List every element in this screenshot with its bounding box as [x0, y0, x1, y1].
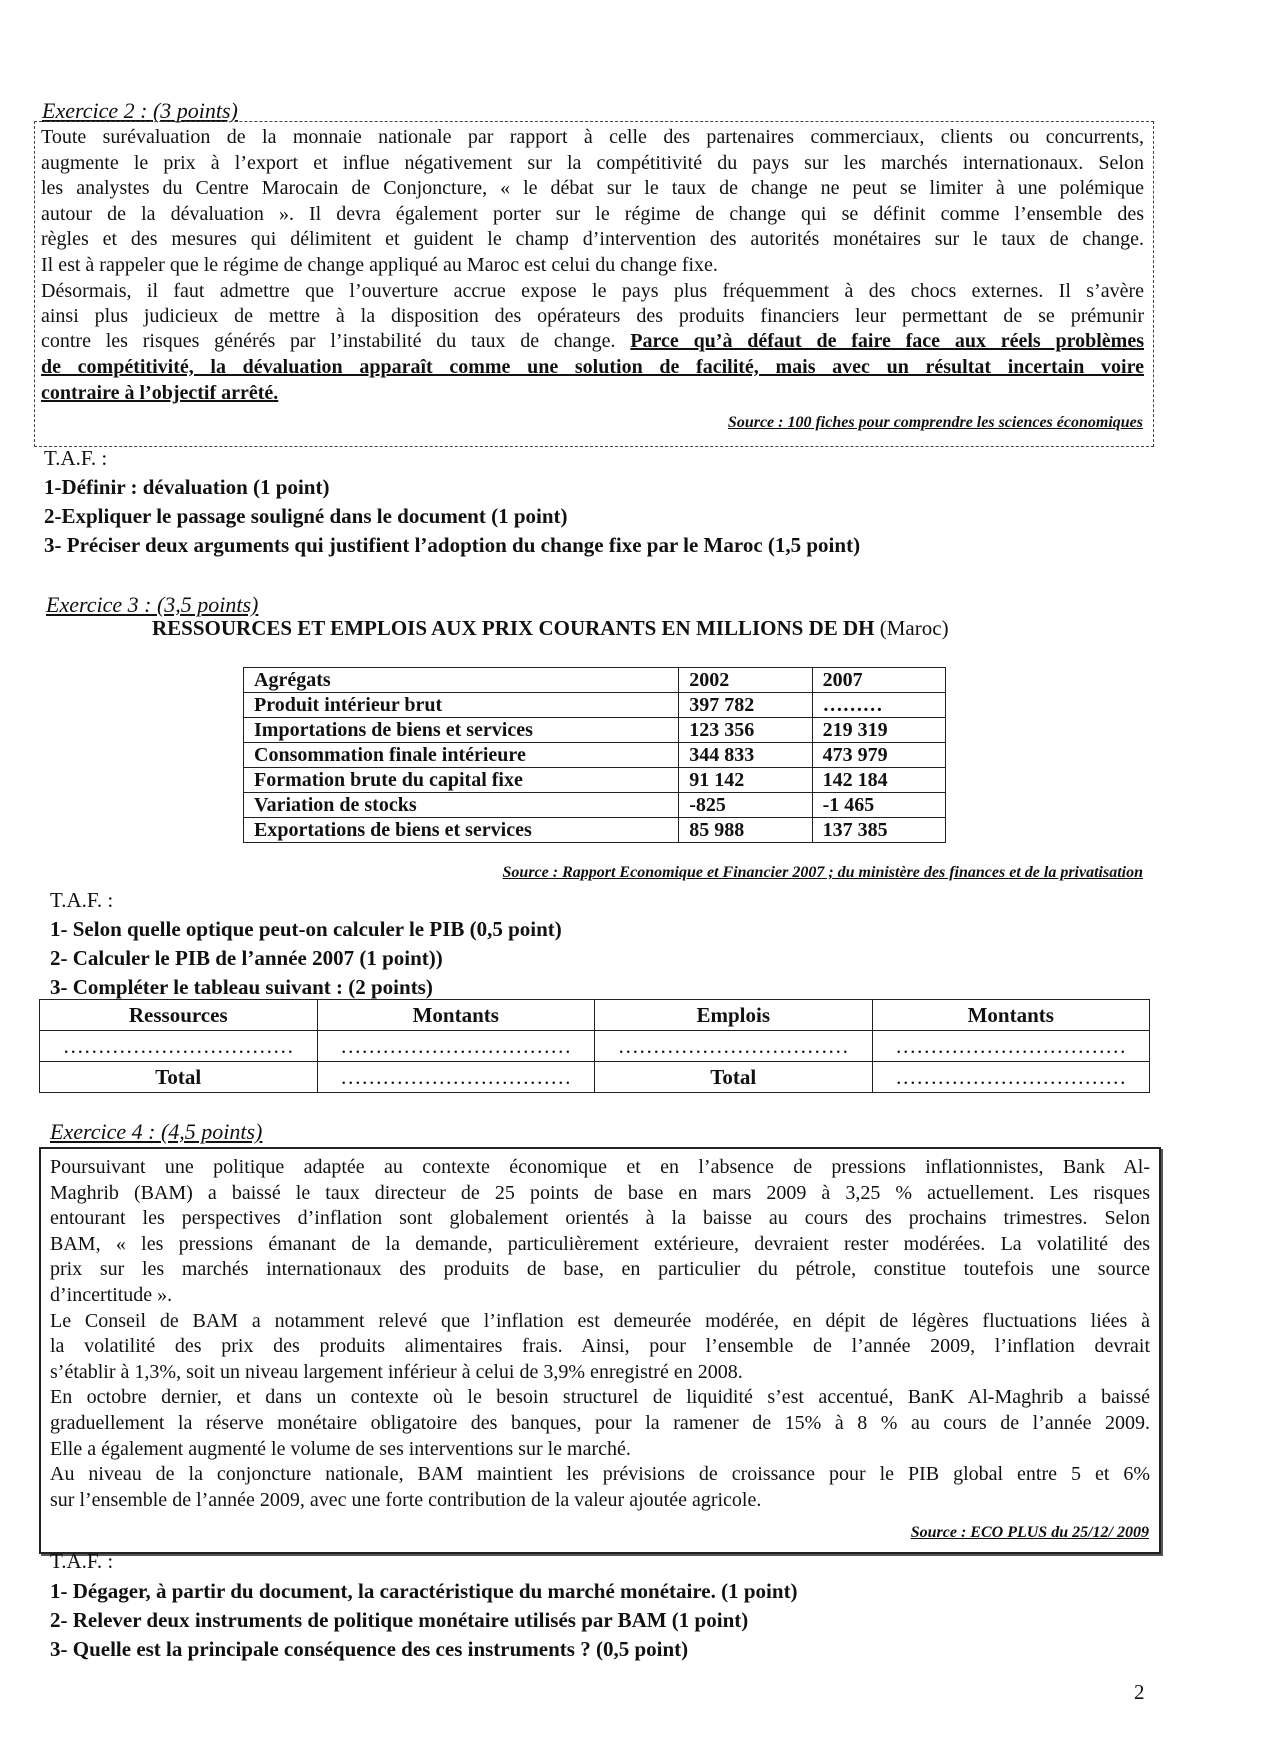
column-header: 2002	[679, 668, 812, 693]
question-item: 3- Compléter le tableau suivant : (2 points)	[50, 975, 433, 999]
text-line: BAM, « les pressions émanant de la demande, particulièrement extérieure, devraient rester modérées. La volatilité des	[50, 1232, 1150, 1255]
text-line: Poursuivant une politique adaptée au contexte économique et en l’absence de pressions inflationnistes, Bank Al-	[50, 1156, 1150, 1178]
table-cell: Importations de biens et services	[244, 718, 679, 743]
text-line: Le Conseil de BAM a notamment relevé que l’inflation est demeurée modérée, en dépit de légères fluctuations liées à	[50, 1309, 1150, 1332]
text-line	[41, 329, 1144, 355]
text-line: autour de la dévaluation ». Il devra également porter sur le régime de change qui se définit comme l’ensemble des	[41, 202, 1144, 225]
blank-cell: ……………………………	[595, 1031, 873, 1062]
text-line: entourant les perspectives d’inflation sont globalement orientés à la baisse au cours des prochains trimestres. Selon	[50, 1207, 1150, 1230]
text-line: augmente le prix à l’export et influe négativement sur la compétitivité du pays sur les marchés internationaux. Selon	[41, 151, 1144, 174]
table-row	[40, 1031, 1150, 1062]
question-item: 3- Préciser deux arguments qui justifient l’adoption du change fixe par le Maroc (1,5 point)	[44, 533, 861, 557]
text-line: Elle a également augmenté le volume de ses interventions sur le marché.	[50, 1437, 631, 1460]
underlined-passage: Parce qu’à défaut de faire face aux réels problèmes	[630, 330, 1144, 352]
table-row	[244, 768, 946, 793]
blank-cell: ……………………………	[872, 1062, 1150, 1093]
text-line: règles et des mesures qui délimitent et guident le champ d’intervention des autorités monétaires sur le taux de change.	[41, 228, 1144, 251]
table-heading	[152, 616, 949, 641]
heading-text: RESSOURCES ET EMPLOIS AUX PRIX COURANTS EN MILLIONS DE DH	[152, 616, 875, 640]
text-line: En octobre dernier, et dans un contexte où le besoin structurel de liquidité s’est accentué, BanK Al-Maghrib a baissé	[50, 1386, 1150, 1409]
table-cell: Variation de stocks	[244, 793, 679, 818]
page-number: 2	[1134, 1680, 1145, 1704]
column-header: Montants	[872, 1000, 1150, 1031]
text-line: Maghrib (BAM) a baissé le taux directeur de 25 points de base en mars 2009 à 3,25 % actuellement. Les risques	[50, 1181, 1150, 1204]
underlined-passage: de compétitivité, la dévaluation apparaît comme une solution de facilité, mais avec un résultat incertain voire	[41, 356, 1144, 378]
total-label: Total	[595, 1062, 873, 1093]
column-header: Agrégats	[244, 668, 679, 693]
text-plain: contre les risques générés par l’instabilité du taux de change.	[41, 330, 631, 352]
exercise-3-questions	[50, 915, 562, 1002]
text-line: prix sur les marchés internationaux des produits de base, en particulier du pétrole, constitue toutefois une source	[50, 1258, 1150, 1281]
text-line: Désormais, il faut admettre que l’ouverture accrue expose le pays plus fréquemment à des chocs externes. Il s’avère	[41, 279, 1144, 302]
table-cell: Exportations de biens et services	[244, 818, 679, 843]
table-header-row	[244, 668, 946, 693]
resources-uses-table	[39, 999, 1150, 1093]
underlined-passage: contraire à l’objectif arrêté.	[41, 382, 279, 404]
table-cell: 91 142	[679, 768, 812, 793]
blank-cell: ……………………………	[317, 1031, 595, 1062]
blank-cell: ……………………………	[872, 1031, 1150, 1062]
text-line: les analystes du Centre Marocain de Conjoncture, « le débat sur le taux de change ne peut se limiter à une polémique	[41, 177, 1144, 200]
table-cell: -825	[679, 793, 812, 818]
text-line: Il est à rappeler que le régime de change appliqué au Maroc est celui du change fixe.	[41, 253, 718, 276]
table-cell: 85 988	[679, 818, 812, 843]
table-row	[244, 743, 946, 768]
table-cell: Formation brute du capital fixe	[244, 768, 679, 793]
table-cell: Produit intérieur brut	[244, 693, 679, 718]
question-item: 3- Quelle est la principale conséquence des ces instruments ? (0,5 point)	[50, 1637, 689, 1661]
table-cell: -1 465	[812, 793, 945, 818]
table-cell: 142 184	[812, 768, 945, 793]
table-cell: Consommation finale intérieure	[244, 743, 679, 768]
exercise-4-text	[50, 1155, 1150, 1513]
table-cell: 397 782	[679, 693, 812, 718]
text-line: Au niveau de la conjoncture nationale, BAM maintient les prévisions de croissance pour le PIB global entre 5 et 6%	[50, 1463, 1150, 1486]
question-item: 1- Dégager, à partir du document, la caractéristique du marché monétaire. (1 point)	[50, 1579, 798, 1603]
text-line: sur l’ensemble de l’année 2009, avec une forte contribution de la valeur ajoutée agricole.	[50, 1488, 762, 1511]
table-row	[244, 793, 946, 818]
taf-label: T.A.F. :	[50, 888, 114, 912]
source-citation: Source : ECO PLUS du 25/12/ 2009	[910, 1524, 1149, 1541]
table-row	[244, 818, 946, 843]
total-label: Total	[40, 1062, 318, 1093]
heading-suffix: (Maroc)	[879, 616, 949, 640]
column-header: 2007	[812, 668, 945, 693]
question-item: 1- Selon quelle optique peut-on calculer le PIB (0,5 point)	[50, 917, 562, 941]
taf-label: T.A.F. :	[50, 1549, 114, 1573]
column-header: Emplois	[595, 1000, 873, 1031]
text-line: ainsi plus judicieux de mettre à la disposition des opérateurs des produits financiers leur permettant de se prémunir	[41, 305, 1144, 328]
taf-label: T.A.F. :	[44, 446, 108, 470]
text-line: la volatilité des prix des produits alimentaires frais. Ainsi, pour l’ensemble de l’année 2009, l’inflation devrait	[50, 1335, 1150, 1358]
exercise-2-title: Exercice 2 : (3 points)	[42, 98, 238, 123]
column-header: Ressources	[40, 1000, 318, 1031]
question-item: 2-Expliquer le passage souligné dans le document (1 point)	[44, 504, 568, 528]
table-cell: 123 356	[679, 718, 812, 743]
table-cell: 137 385	[812, 818, 945, 843]
text-line: graduellement la réserve monétaire obligatoire des banques, pour la ramener de 15% à 8 % au cours de l’année 2009.	[50, 1411, 1150, 1434]
text-line: Toute surévaluation de la monnaie nationale par rapport à celle des partenaires commerciaux, clients ou concurrents,	[41, 126, 1144, 148]
exercise-4-title: Exercice 4 : (4,5 points)	[50, 1119, 263, 1144]
table-cell: ………	[812, 693, 945, 718]
question-item: 1-Définir : dévaluation (1 point)	[44, 475, 330, 499]
text-line: s’établir à 1,3%, soit un niveau largement inférieur à celui de 3,9% enregistré en 2008.	[50, 1360, 743, 1383]
text-line: d’incertitude ».	[50, 1283, 173, 1306]
source-citation: Source : 100 fiches pour comprendre les sciences économiques	[727, 414, 1143, 431]
total-row	[40, 1062, 1150, 1093]
table-cell: 219 319	[812, 718, 945, 743]
blank-cell: ……………………………	[317, 1062, 595, 1093]
table-row	[244, 718, 946, 743]
table-cell: 344 833	[679, 743, 812, 768]
exercise-4-questions	[50, 1577, 798, 1664]
exercise-2-questions	[44, 473, 860, 560]
column-header: Montants	[317, 1000, 595, 1031]
table-row	[244, 693, 946, 718]
question-item: 2- Relever deux instruments de politique monétaire utilisés par BAM (1 point)	[50, 1608, 749, 1632]
question-item: 2- Calculer le PIB de l’année 2007 (1 point))	[50, 946, 443, 970]
blank-cell: ……………………………	[40, 1031, 318, 1062]
exercise-3-title: Exercice 3 : (3,5 points)	[46, 592, 259, 617]
exercise-2-text-box	[34, 121, 1154, 447]
table-cell: 473 979	[812, 743, 945, 768]
exercise-2-text	[41, 125, 1144, 330]
table-header-row	[40, 1000, 1150, 1031]
exercise-4-text-box	[39, 1147, 1161, 1554]
source-citation: Source : Rapport Economique et Financier 2007 ; du ministère des finances et de la privatisation	[502, 864, 1143, 881]
aggregates-table	[243, 667, 946, 843]
